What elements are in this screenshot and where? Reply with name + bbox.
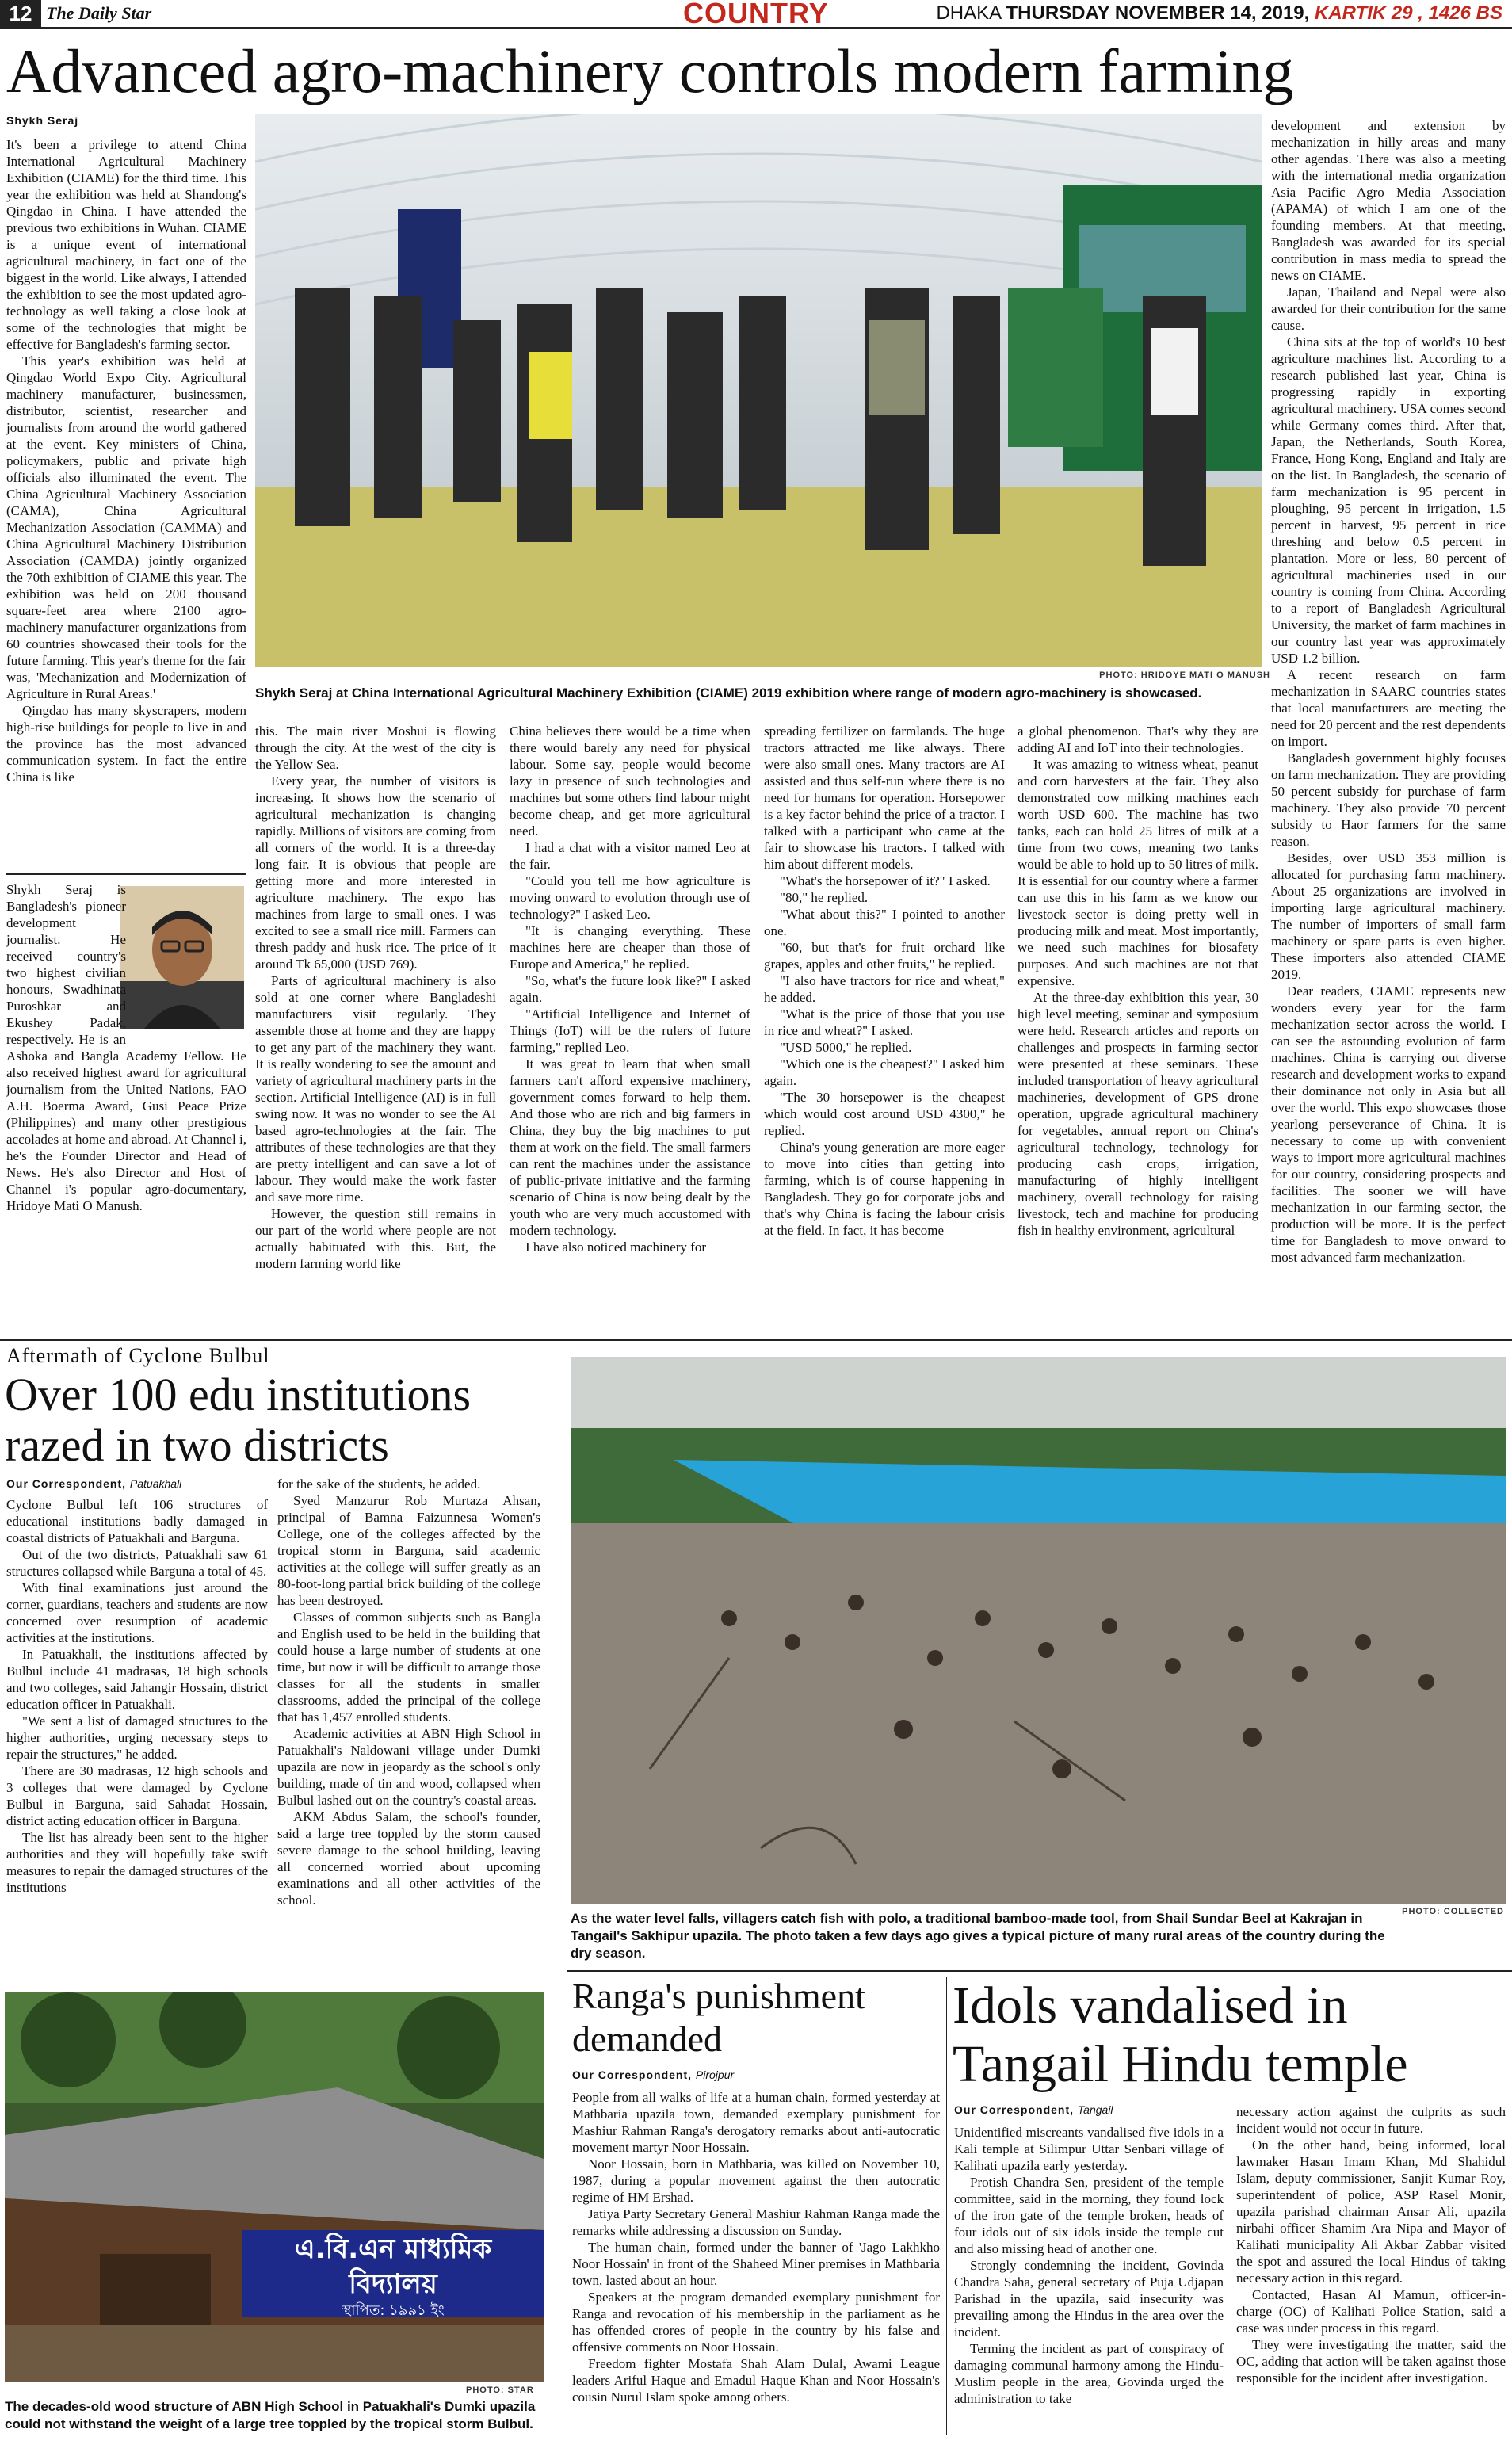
fishing-photo [571, 1357, 1506, 1904]
signboard-school-name: এ.বি.এন মাধ্যমিক বিদ্যালয় [294, 2233, 492, 2300]
ranga-headline-line: demanded [572, 2019, 723, 2059]
fishing-photo-caption: As the water level falls, villagers catch fish with polo, a traditional bamboo-made tool, from Shail Sundar Beel at Kakrajan in Tangail's Sakhipur upazila. The photo taken a few days ago gives a typical picture of many rural areas of the country during the dry season. [571, 1911, 1385, 1961]
school-photo-credit: PHOTO: STAR [466, 2385, 534, 2395]
author-bio-text: Shykh Seraj is Bangladesh's pioneer development journalist. He received country's two highest civilian honours, Swadhinata Puroshkar and Ekushey Padak, respectively. He is an Ashoka and Bangla Academy Fellow. He also received highest award for agricultural journalism from the United Nations, FAO A.H. Boerma Award, Gusi Peace Prize (Philippines) and many other prestigious accolades at home and abroad. At Channel i, he's the Founder Director and Head of News. He's also Director and Host of Channel i's popular agro-documentary, Hridoye Mati O Manush. [6, 882, 246, 1213]
edu-col1-para: There are 30 madrasas, 12 high schools and 3 colleges that were damaged by Cyclone Bulbul in Barguna, said Sahadat Hossain, district acting education officer in Barguna. [6, 1763, 268, 1828]
edu-col2-para: for the sake of the students, he added. [277, 1476, 481, 1492]
idols-headline-line: Idols vandalised in [953, 1977, 1348, 2034]
ranga-para: Freedom fighter Mostafa Shah Alam Dulal, Awami League leaders Ariful Haque and Emadul Haque Khan and Noor Hossain's cousin Nurul Islam spoke among others. [572, 2356, 940, 2405]
lead-byline: Shykh Seraj [6, 114, 79, 127]
column-rule [946, 1977, 947, 2435]
edu-headline [5, 1369, 471, 1471]
lead-photo-caption: Shykh Seraj at China International Agricultural Machinery Exhibition (CIAME) 2019 exhibition where range of modern agro-machinery is showcased. [255, 686, 1202, 701]
idols-col2-para: necessary action against the culprits as such incident would not occur in future. [1236, 2104, 1506, 2136]
school-photo [5, 1992, 544, 2382]
dateline-city: DHAKA [936, 2, 1001, 24]
edu-col2-para: Classes of common subjects such as Bangla and English used to be held in the building that could house a large number of students at one time, but now it will be difficult to arrange those classes for all the students in smaller classrooms, added the principal of the college that has 1,457 enrolled students. [277, 1610, 540, 1725]
lead-col4-para: "60, but that's for fruit orchard like grapes, apples and other fruits," he replied. [764, 940, 1005, 972]
ranga-byline-label: Our Correspondent, [572, 2068, 693, 2081]
idols-col2-para: They were investigating the matter, said the OC, adding that action will be taken against those responsible for the incident after investigation. [1236, 2337, 1506, 2385]
lead-column-6 [1271, 117, 1506, 1354]
lead-col4-para: "What about this?" I pointed to another one. [764, 907, 1005, 938]
idols-column-1 [954, 2124, 1224, 2435]
idols-byline-place: Tangail [1077, 2103, 1113, 2116]
idols-col1-para: Strongly condemning the incident, Govinda Chandra Saha, general secretary of Puja Udjapan Parishad in the upazila, said insecurity was prevailing among the Hindus in the area over the incident. [954, 2258, 1224, 2340]
idols-headline-line: Tangail Hindu temple [953, 2035, 1408, 2093]
ranga-headline-line: Ranga's punishment [572, 1976, 865, 2016]
lead-col1-para: Qingdao has many skyscrapers, modern high-rise buildings for people to live in and the province has the most advanced communication system. In fact the entire China is like [6, 703, 246, 785]
school-photo-caption: The decades-old wood structure of ABN High School in Patuakhali's Dumki upazila could not withstand the weight of a large tree toppled by the tropical storm Bulbul. [5, 2399, 536, 2431]
edu-column-2 [277, 1476, 540, 1988]
bottom-divider [567, 1970, 1512, 1972]
edu-col2-para: AKM Abdus Salam, the school's founder, said a large tree toppled by the storm caused severe damage to the school building, leaving all concerned worried about upcoming examinations and all other activities of the school. [277, 1809, 540, 1908]
ranga-byline-place: Pirojpur [695, 2068, 735, 2081]
lead-col4-para: "The 30 horsepower is the cheapest which would cost around USD 4300," he replied. [764, 1090, 1005, 1138]
ranga-para: Noor Hossain, born in Mathbaria, was killed on November 10, 1987, during a popular movement against the then autocratic regime of HM Ershad. [572, 2156, 940, 2205]
lead-col2-para: this. The main river Moshui is flowing through the city. At the west of the city is the Yellow Sea. [255, 724, 496, 772]
lead-column-1 [6, 136, 246, 865]
edu-col1-para: Out of the two districts, Patuakhali saw 61 structures collapsed while Barguna a total of 45. [6, 1547, 268, 1579]
lead-col4-para: "USD 5000," he replied. [780, 1040, 912, 1055]
edu-col1-para: The list has already been sent to the higher authorities and they will hopefully take swift measures to repair the damaged structures of the institutions [6, 1830, 268, 1895]
idols-col1-para: Unidentified miscreants vandalised five idols in a Kali temple at Silimpur Uttar Senbari village of Kalihati upazila early yesterday. [954, 2125, 1224, 2173]
edu-kicker: Aftermath of Cyclone Bulbul [6, 1344, 270, 1367]
edu-col1-para: With final examinations just around the corner, guardians, teachers and students are now concerned over resumption of academic activities at the institutions. [6, 1580, 268, 1645]
newspaper-brand: The Daily Star [46, 3, 152, 23]
dateline [936, 2, 1502, 25]
dateline-bengali-date: KARTIK 29 , 1426 BS [1315, 2, 1502, 24]
lead-col3-para: It was great to learn that when small farmers can't afford expensive machinery, government comes forward to help them. And those who are rich and big farmers in China, they buy the big machines to put them at work on the field. The small farmers can rent the machines under the assistance of public-private initiative and the farming scenario of China is now being dealt by the youth who are very much accustomed with modern technology. [510, 1056, 750, 1238]
lead-col4-para: China's young generation are more eager to move into cities than getting into farming, which is of course happening in Bangladesh. They go for corporate jobs and that's why China is facing the labour crisis at the field. In fact, it has become [764, 1140, 1005, 1238]
lead-col4-para: spreading fertilizer on farmlands. The huge tractors attracted me like always. There were also small ones. Many tractors are AI assisted and thus self-run where there is no need for humans for operation. Horsepower is a key factor behind the price of a tractor. I talked with a participant who came at the fair to showcase his tractors. I talked with him about different models. [764, 724, 1005, 872]
edu-byline-place: Patuakhali [129, 1477, 182, 1490]
lead-col6-para: Besides, over USD 353 million is allocated for purchasing farm machinery. About 25 organizations are involved in importing large agricultural machinery. The number of importers of small farm machinery or spare parts is even higher. These importers also attended CIAME 2019. [1271, 850, 1506, 982]
lead-headline: Advanced agro-machinery controls modern farming [6, 36, 1294, 105]
lead-col3-para: "Could you tell me how agriculture is moving onward to evolution through use of technology?" I asked Leo. [510, 873, 750, 922]
dateline-date: THURSDAY NOVEMBER 14, 2019, [1006, 2, 1310, 24]
lead-col2-para: However, the question still remains in our part of the world where people are not actually habituated with this. But, the modern farming world like [255, 1206, 496, 1271]
ranga-para: The human chain, formed under the banner of 'Jago Lakhkho Noor Hossain' in front of the Shaheed Miner premises in Mathbaria town, lasted about an hour. [572, 2240, 940, 2288]
lead-col3-para: I had a chat with a visitor named Leo at the fair. [510, 840, 750, 872]
school-signboard [247, 2232, 539, 2319]
page-header [0, 0, 1512, 29]
idols-headline [953, 1977, 1408, 2094]
ranga-headline [572, 1975, 865, 2061]
ranga-para: Speakers at the program demanded exemplary punishment for Ranga and revocation of his membership in the parliament as he has offended crores of people in the country by his false and offensive comments on Noor Hossain. [572, 2290, 940, 2355]
lead-col4-para: "What is the price of those that you use in rice and wheat?" I asked. [764, 1007, 1005, 1038]
section-divider [0, 1339, 1512, 1341]
ranga-body [572, 2089, 940, 2435]
lead-column-5 [1018, 723, 1258, 1420]
section-label: COUNTRY [683, 0, 829, 29]
lead-column-4 [764, 723, 1005, 1420]
lead-col3-para: "Artificial Intelligence and Internet of Things (IoT) will be the rulers of future farming," replied Leo. [510, 1007, 750, 1055]
lead-col6-para: Dear readers, CIAME represents new wonders every year for the farm mechanization sector across the world. I can see the astounding evolution of farm machines. China is carrying out diverse research and development works to expand their dominance not only in Asia but all over the world. This expo showcases those yearlong perseverance of China. It is necessary to come up with convenient ways to import more agricultural machines for our country, considering prospects and facilities. The sooner we will have mechanization in our farming sector, the production will be more. It is the perfect time for Bangladesh to move onward to most advanced farm mechanization. [1271, 984, 1506, 1265]
idols-col2-para: On the other hand, being informed, local lawmaker Hasan Imam Khan, Md Shahidul Islam, deputy commissioner, Sanjit Kumar Roy, superintendent of police, ASP Rasel Monir, upazila parishad chairman Ansar Ali, upazila nirbahi officer Shamim Ara Nipa and Mayor of Kalihati municipality Ali Akbar Zabbar visited the spot and assured the local Hindus of taking necessary action in this regard. [1236, 2137, 1506, 2286]
signboard-established: স্থাপিত: ১৯৯১ ইং [342, 2302, 445, 2319]
edu-col2-para: Syed Manzurur Rob Murtaza Ahsan, principal of Bamna Faizunnesa Women's College, one of the colleges affected by the tropical storm in Barguna, said academic activities at the college will suffer greatly as an 80-foot-long partial brick building of the college has been destroyed. [277, 1493, 540, 1608]
lead-col2-para: Parts of agricultural machinery is also sold at one corner where Bangladeshi manufacturers visit regularly. They assemble those at home and they are happy to get any part of the machinery they want. It is really wondering to see the amount and variety of agricultural machinery parts in the section. Artificial Intelligence (AI) is in full swing now. It was no wonder to see the AI based agro-technologies at the fair. The attributes of these technologies are that they are pretty intelligent and can save a lot of labour. They would make the work faster and save more time. [255, 973, 496, 1205]
lead-col1-para: This year's exhibition was held at Qingdao World Expo City. Agricultural machinery manufacturer, businessmen, distributor, scientist, researcher and journalists from around the world gathered at the event. Key ministers of China, policymakers, public and private high officials also illuminated the event. The China Agricultural Machinery Association (CAMA), China Agricultural Mechanization Association (CAMMA) and China Agricultural Machinery Distribution Association (CAMDA) jointly organized the 70th exhibition of CIAME this year. The exhibition was held on 200 thousand square-feet area where 2100 agro-machinery manufacturer organizations from 60 countries showcased their tools for the future farming. This year's theme for the fair was, 'Mechanization and Modernization of Agriculture in Rural Areas.' [6, 353, 246, 701]
lead-col2-para: Every year, the number of visitors is increasing. It shows how the scenario of agricultural mechanization is changing rapidly. Millions of visitors are coming from all corners of the world. It is a three-day long fair. It is obvious that people are getting more and more interested in agriculture machinery. The expo has machines from large to small ones. I was excited to see a small rice mill. Farmers can thresh paddy and husk rice. The price of it around Tk 65,000 (USD 769). [255, 773, 496, 972]
lead-col4-para: "What's the horsepower of it?" I asked. [780, 873, 991, 888]
idols-byline-label: Our Correspondent, [954, 2103, 1075, 2116]
exhibition-photo [255, 114, 1262, 667]
lead-column-3 [510, 723, 750, 1420]
edu-column-1 [6, 1496, 268, 1988]
edu-col1-para: "We sent a list of damaged structures to the higher authorities, urging necessary steps to repair the structures," he added. [6, 1713, 268, 1762]
lead-col5-para: At the three-day exhibition this year, 30 high level meeting, seminar and symposium were held. Research articles and reports on challenges and prospects in farming sector were presented at these seminars. These included transportation of heavy agricultural machineries, development of GPS drone operation, upgrade agricultural machinery for vegetables, annual report on China's agricultural technology, technology for producing cash crops, irrigation, manufacturing of highly intelligent machinery, overall technology for raising livestock, tech and machine for producing fish in healthy environment, agricultural [1018, 990, 1258, 1238]
page-number: 12 [0, 0, 41, 27]
edu-col2-para: Academic activities at ABN High School in Patuakhali's Naldowani village under Dumki upazila are now in jeopardy as the school's only building, made of tin and wood, collapsed when Bulbul lashed out on the country's coastal areas. [277, 1726, 540, 1808]
edu-headline-line: razed in two districts [5, 1419, 389, 1471]
lead-col3-para: "It is changing everything. These machines here are cheaper than those of Europe and America," he replied. [510, 923, 750, 972]
idols-byline [954, 2103, 1113, 2116]
edu-col1-para: Cyclone Bulbul left 106 structures of educational institutions badly damaged in coastal districts of Patuakhali and Barguna. [6, 1497, 268, 1545]
lead-col3-para: I have also noticed machinery for [525, 1240, 706, 1255]
lead-col6-para: development and extension by mechanization in hilly areas and many other agendas. There was also a meeting with the international media organization Asia Pacific Agro Media Association (APAMA) of which I am one of the founding members. At that meeting, Bangladesh was awarded for its special contribution in mass media to spread the news on CIAME. [1271, 118, 1506, 283]
lead-col5-para: a global phenomenon. That's why they are adding AI and IoT into their technologies. [1018, 724, 1258, 755]
lead-col3-para: "So, what's the future look like?" I asked again. [510, 973, 750, 1005]
ranga-para: People from all walks of life at a human chain, formed yesterday at Mathbaria upazila town, demanded exemplary punishment for Mashiur Rahman Ranga's derogatory remarks about anti-autocratic movement martyr Noor Hossain. [572, 2090, 940, 2155]
lead-col4-para: "Which one is the cheapest?" I asked him again. [764, 1056, 1005, 1088]
ranga-byline [572, 2068, 734, 2081]
lead-col6-para: Japan, Thailand and Nepal were also awarded for their contribution for the same cause. [1271, 285, 1506, 333]
lead-col6-para: China sits at the top of world's 10 best agriculture machines list. According to a research published last year, China is progressing rapidly in exporting agricultural machinery. USA comes second while Germany comes third. After that, Japan, the Netherlands, South Korea, France, Hong Kong, England and Italy are on the list. In Bangladesh, the scenario of farm mechanization is 95 percent in ploughing, 95 percent in irrigation, 1.5 percent in harvest, 95 percent in rice threshing and below 0.5 percent in plantation. More or less, 80 percent of agricultural machineries used in our country is coming from China. According to a report of Bangladesh Agricultural University, the market of farm machines in our country last year was approximately USD 1.2 billion. [1271, 334, 1506, 666]
idols-col1-para: Protish Chandra Sen, president of the temple committee, said in the morning, they found lock of the iron gate of the temple broken, heads of four idols out of six idols inside the temple cut and also missing head of another one. [954, 2175, 1224, 2256]
ranga-para: Jatiya Party Secretary General Mashiur Rahman Ranga made the remarks while addressing a discussion on Sunday. [572, 2206, 940, 2238]
edu-col1-para: In Patuakhali, the institutions affected by Bulbul include 41 madrasas, 18 high schools and two colleges, said Jahangir Hossain, district education officer in Patuakhali. [6, 1647, 268, 1712]
lead-col3-para: China believes there would be a time when there would barely any need for physical labour. Some say, people would become lazy in presence of such technologies and machines but some others find labour might become cheap, and get more agricultural need. [510, 724, 750, 838]
edu-byline-label: Our Correspondent, [6, 1477, 127, 1490]
lead-col6-para: A recent research on farm mechanization in SAARC countries states that local manufacturers are meeting the need for 20 percent and the rest dependents on import. [1271, 667, 1506, 749]
bio-top-rule [6, 873, 246, 875]
lead-col5-para: It was amazing to witness wheat, peanut and corn harvesters at the fair. They also demonstrated cow milking machines each worth USD 600. The machine has two tanks, each can hold 25 litres of milk at a time from two cows, meaning two tanks would be able to hold up to 50 litres of milk. It is essential for our country where a farmer can use this in his farm as we know our livestock sector is doing pretty well in producing milk and meat. Most importantly, we need such machines for biosafety purposes. And such machines are not that expensive. [1018, 757, 1258, 988]
lead-col6-para: Bangladesh government highly focuses on farm mechanization. They are providing 50 percent subsidy for purchase of farm machinery. They also provide 70 percent subsidy to Haor farmers for the same reason. [1271, 751, 1506, 849]
lead-col1-para: It's been a privilege to attend China International Agricultural Machinery Exhibition (CIAME) for the third time. This year the exhibition was held at Shandong's Qingdao in China. I have attended the previous two exhibitions in Wuhan. CIAME is a unique event of international agricultural machinery, in fact one of the biggest in the world. Like always, I attended the exhibition to see the most updated agro-technology as well taking a close look at some of the technologies that might be effective for Bangladesh's farming sector. [6, 137, 246, 352]
edu-headline-line: Over 100 edu institutions [5, 1369, 472, 1420]
lead-photo-credit: PHOTO: HRIDOYE MATI O MANUSH [1099, 670, 1270, 680]
idols-col1-para: Terming the incident as part of conspiracy of damaging communal harmony among the Hindu-Muslim people in the area, Govinda urged the administration to take [954, 2341, 1224, 2406]
lead-col4-para: "I also have tractors for rice and wheat," he added. [764, 973, 1005, 1005]
fishing-photo-credit: PHOTO: COLLECTED [1402, 1907, 1504, 1916]
idols-col2-para: Contacted, Hasan Al Mamun, officer-in-charge (OC) of Kalihati Police Station, said a case was under process in this regard. [1236, 2287, 1506, 2336]
lead-column-2 [255, 723, 496, 1420]
lead-col4-para: "80," he replied. [780, 890, 869, 905]
idols-column-2 [1236, 2103, 1506, 2435]
edu-byline [6, 1477, 181, 1490]
